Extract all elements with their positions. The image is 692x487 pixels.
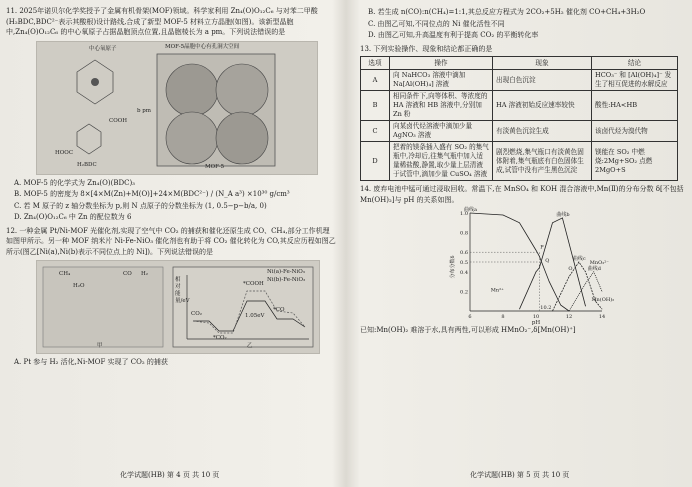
y-tick-label: 0.6: [460, 250, 468, 257]
data-point: [602, 291, 603, 292]
fig-label-center-oxygen: 中心氧原子: [89, 45, 117, 52]
chart-annotation: MnO₂²⁻: [589, 259, 609, 266]
data-point: [602, 309, 603, 310]
fig-label-energy-gap: 1.05eV: [245, 313, 265, 319]
data-point: [539, 256, 540, 257]
q11-option-b: B. MOF-5 的密度为 8×[4×M(Zn)+M(O)]+24×M(BDC²⁻) / (N_A a³) ×10³⁰ g/cm³: [14, 190, 290, 198]
q13-stem: 13. 下列实验操作、现象和结论都正确的是: [360, 44, 493, 53]
data-point: [585, 306, 586, 307]
data-point: [552, 311, 553, 312]
q13-table-header: [361, 57, 678, 70]
distribution-chart-svg: [448, 207, 615, 326]
row-conclusion: HCO₃⁻ 和 [Al(OH)₄]⁻ 发生了相互促进的水解反应: [592, 70, 678, 91]
y-tick-label: 1.0: [460, 211, 468, 217]
fig-label-h2: H₂: [141, 271, 149, 277]
row-option: A: [361, 70, 390, 91]
q11-option-c: C. 若 M 原子的 z 轴分数坐标为 p,则 N 点原子的分数坐标为 (1, 0.5−p−b/a, 0): [14, 201, 267, 210]
row-operation: 向 NaHCO₃ 溶液中滴加 Na[Al(OH)₄] 溶液: [390, 70, 493, 91]
chart-annotation: Mn(OH)₂: [591, 297, 615, 304]
fig-label-jia: 甲: [97, 343, 103, 349]
data-point: [519, 309, 520, 310]
fig-label-co2-star: *CO₂: [213, 335, 227, 341]
row-option: B: [361, 91, 390, 121]
q14-tail: 已知:Mn(OH)₂ 难溶于水,具有两性,可以形成 HMnO₂⁻,δ[Mn(OH)⁺]: [360, 326, 576, 334]
fig-label-co: CO: [123, 271, 132, 277]
fig-label-co2: CO₂: [191, 311, 202, 317]
data-point: [569, 311, 570, 312]
left-page: [6, 6, 336, 369]
fig-label-energy-axis: 相对能量/eV: [175, 277, 190, 304]
q11-stem: 11. 2025年诺贝尔化学奖授予了金属有机骨架(MOF)领域。科学家利用 Zn₄(O)O₁₂C₆ 与对苯二甲酸(H₂BDC,BDC²⁻表示其酸根)设计路线,合成了新型 MOF-5 材料立方晶胞(如图)。该新型晶胞中,Zn₄(O)O₁₂C₆ 的中心氧原子占据晶胞顶点位置,且晶胞棱长为 a pm。下列说法错误的是: [6, 7, 318, 36]
catalysis-figure: [36, 260, 320, 354]
y-tick-label: 0.5: [460, 260, 468, 266]
chart-annotation: P: [540, 244, 544, 251]
row-option: C: [361, 121, 390, 142]
x-tick-label: 8: [501, 314, 505, 320]
fig-label-bpm: b pm: [137, 107, 152, 114]
q11-option-d: D. Zn₄(O)O₁₂C₆ 中 Zn 的配位数为 6: [14, 213, 132, 221]
x-tick-label: 12: [565, 314, 573, 320]
table-row: [361, 91, 678, 121]
fig-label-cooh-star: *COOH: [243, 281, 264, 287]
data-point: [549, 281, 550, 282]
data-point: [503, 215, 504, 216]
chart-annotation: Q: [545, 258, 550, 264]
q12-option-b: B. 若生成 n(CO):n(CH₄)=1:1,其总反应方程式为 2CO₂+5H₂ 催化剂 CO+CH₄+3H₂O: [368, 8, 646, 16]
row-conclusion: 该卤代烃为溴代物: [592, 121, 678, 142]
row-option: D: [361, 142, 390, 181]
q12-option-d: D. 由图乙可知,升高温度有利于提高 CO₂ 的平衡转化率: [368, 31, 539, 39]
row-operation: 把着的镁条插入盛有 SO₂ 的集气瓶中,冷却后,往集气瓶中加入适量稀盐酸,静置,取少量上层清液于试管中,滴加少量 CuSO₄ 溶液: [390, 142, 493, 181]
fig-label-co-star: *CO: [273, 307, 285, 313]
data-point: [560, 305, 561, 306]
x-tick-label: 10: [532, 314, 540, 320]
fig-label-yi: 乙: [247, 343, 253, 349]
data-point: [569, 276, 570, 277]
header-operation: 操作: [390, 57, 493, 70]
chart-annotation: 10.2: [540, 305, 552, 312]
row-conclusion: 酸性:HA<HB: [592, 91, 678, 121]
left-footer: 化学试题(HB) 第 4 页 共 10 页: [120, 471, 220, 479]
series-line: [520, 218, 586, 312]
q11-option-a: A. MOF-5 的化学式为 Zn₄(O)(BDC)₃: [14, 178, 135, 187]
row-operation: 向某卤代烃溶液中滴加少量 AgNO₃ 溶液: [390, 121, 493, 142]
data-point: [552, 223, 553, 224]
mof5-figure: [36, 41, 318, 175]
right-footer: 化学试题(HB) 第 5 页 共 10 页: [470, 471, 570, 479]
right-page: [360, 6, 686, 338]
data-point: [585, 283, 586, 284]
row-operation: 相同条件下,向等体积、等浓度的 HA 溶液和 HB 溶液中,分别加 Zn 粉: [390, 91, 493, 121]
q13-table: [360, 56, 678, 181]
fig-label-h2o: H₂O: [73, 283, 85, 289]
table-row: [361, 121, 678, 142]
q12-stem: 12. 一种金属 Pt/Ni-MOF 光催化剂,实现了空气中 CO₂ 的捕获和催化还原生成 CO、CH₄,部分工作机理如图甲所示。另一种 MOF 纳米片 Ni-Fe-NiO₃ 催化剂也有助于将 CO₂ 催化转化为 CO,其反应历程如图乙所示(图乙[Ni(a),Ni(b)表示不同位点上的 Ni])。下列说法错误的是: [6, 226, 336, 256]
header-conclusion: 结论: [592, 57, 678, 70]
fig-legend-ni-a: Ni(a)-Fe-NiO₃: [267, 269, 305, 275]
x-axis-label: pH: [531, 320, 541, 326]
fig-label-cavity: MOF-5晶胞中心有孔洞大空间: [165, 43, 240, 50]
y-tick-label: 0.8: [460, 230, 468, 237]
x-tick-label: 6: [468, 314, 472, 320]
fig-legend-ni-b: Ni(b)-Fe-NiO₃: [267, 277, 306, 283]
y-tick-label: 0.4: [460, 269, 468, 276]
x-tick-label: 14: [598, 314, 606, 320]
fig-label-hooc: HOOC: [55, 149, 74, 156]
fig-label-mof5: MOF-5: [205, 163, 225, 170]
q12-option-c: C. 由图乙可知,不同位点的 Ni 催化活性不同: [368, 19, 505, 28]
q14-stem: 14. 废弃电池中锰可通过浸取回收。常温下,在 MnSO₄ 和 KOH 混合溶液中,Mn(Ⅱ)的分布分数 δ[不包括 Mn(OH)₂]与 pH 的关系如图。: [360, 185, 684, 204]
data-point: [536, 272, 537, 273]
mof5-cell-drawing: [37, 42, 317, 174]
row-conclusion: 镁能在 SO₂ 中燃烧:2Mg+SO₂ 点燃 2MgO+S: [592, 142, 678, 181]
fig-label-ch4: CH₄: [59, 271, 71, 277]
row-phenomenon: HA 溶液初始反应速率较快: [493, 91, 592, 121]
fig-label-h2bdc: H₂BDC: [77, 161, 97, 168]
fig-label-cooh: COOH: [109, 117, 128, 124]
y-axis-label: 分布分数δ: [450, 255, 456, 279]
data-point: [536, 250, 537, 251]
row-phenomenon: 出现白色沉淀: [493, 70, 592, 91]
distribution-chart: [448, 207, 615, 326]
row-phenomenon: 剧烈燃烧,集气瓶口有淡黄色固体附着,集气瓶底有白色固体生成,试管中没有产生黑色沉淀: [493, 142, 592, 181]
header-option: 选项: [361, 57, 390, 70]
chart-annotation: Mn²⁺: [490, 287, 504, 294]
series-label: 曲线c: [572, 256, 586, 262]
data-point: [539, 268, 540, 269]
data-point: [519, 223, 520, 224]
chart-annotation: O: [568, 265, 573, 272]
q12-option-a: A. Pt 参与 H₂ 活化,Ni-MOF 实现了 CO₂ 的捕获: [14, 358, 168, 366]
data-point: [585, 272, 586, 273]
series-label: 曲线a: [464, 207, 477, 213]
header-phenomenon: 现象: [493, 57, 592, 70]
table-row: [361, 142, 678, 181]
table-row: [361, 70, 678, 91]
series-label: 曲线b: [556, 211, 570, 218]
row-phenomenon: 有淡黄色沉淀生成: [493, 121, 592, 142]
y-tick-label: 0.2: [460, 289, 468, 296]
series-label: 曲线d: [587, 265, 601, 272]
